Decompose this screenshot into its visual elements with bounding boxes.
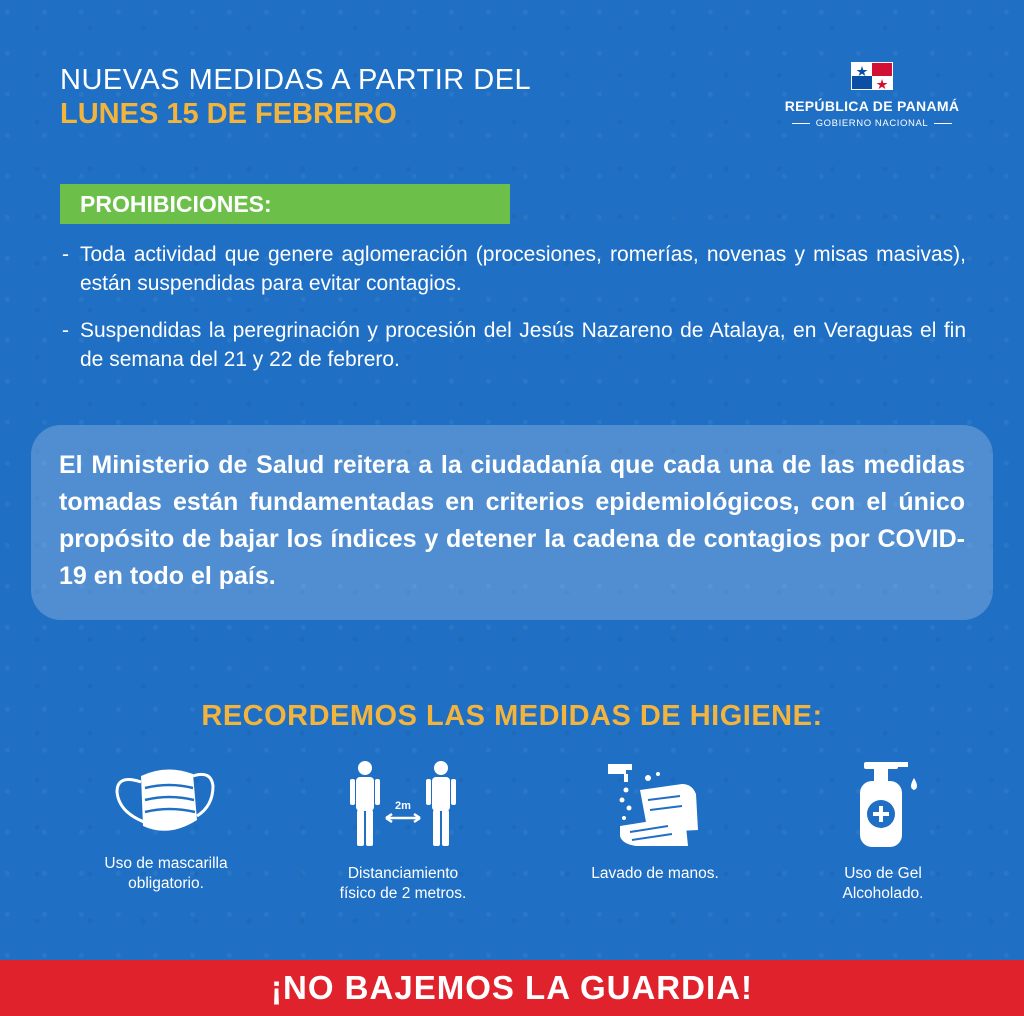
hygiene-label-line2: Alcoholado.: [842, 885, 924, 902]
sanitizer-icon: [828, 760, 938, 850]
hygiene-label-line1: Uso de Gel: [844, 865, 922, 882]
prohibition-text: Suspendidas la peregrinación y procesión del Jesús Nazareno de Atalaya, en Veraguas el fin de semana del 21 y 22 de febrero.: [80, 319, 966, 371]
hygiene-label-line2: físico de 2 metros.: [339, 885, 467, 902]
dash-marker: -: [62, 319, 69, 342]
ministry-notice-text: El Ministerio de Salud reitera a la ciudadanía que cada una de las medidas tomadas están fundamentadas en criterios epidemiológicos, con el único propósito de bajar los índices y detener la cadena de contagios por COVID-19 en todo el país.: [59, 451, 965, 590]
prohibitions-heading: PROHIBICIONES:: [60, 184, 510, 224]
footer-banner: ¡NO BAJEMOS LA GUARDIA!: [0, 960, 1024, 1016]
distance-badge: 2m: [395, 800, 411, 812]
prohibition-text: Toda actividad que genere aglomeración (procesiones, romerías, novenas y misas masivas), están suspendidas para evitar contagios.: [80, 243, 966, 295]
hygiene-item-sanitizer: [768, 760, 998, 904]
prohibition-item: [60, 316, 966, 374]
dash-marker: -: [62, 243, 69, 266]
hygiene-label-line1: Lavado de manos.: [591, 865, 719, 882]
hygiene-label: [288, 864, 518, 904]
hygiene-label-line2: obligatorio.: [128, 875, 204, 892]
government-subtitle: GOBIERNO NACIONAL: [815, 118, 929, 129]
hygiene-label: [768, 864, 998, 904]
prohibition-item: [60, 240, 966, 298]
hygiene-item-mask: [51, 760, 281, 894]
hygiene-label: [540, 864, 770, 884]
hygiene-label: [51, 854, 281, 894]
header-title: NUEVAS MEDIDAS A PARTIR DEL: [60, 64, 532, 96]
face-mask-icon: [111, 760, 221, 840]
hygiene-label-line1: Uso de mascarilla: [104, 855, 228, 872]
hygiene-item-handwash: [540, 760, 770, 884]
distance-icon: [348, 760, 458, 850]
header-date: LUNES 15 DE FEBRERO: [60, 98, 397, 130]
hygiene-label-line1: Distanciamiento: [347, 865, 459, 882]
hygiene-item-distance: [288, 760, 518, 904]
hand-washing-icon: [600, 760, 710, 850]
ministry-notice-box: [31, 425, 993, 620]
hygiene-title: RECORDEMOS LAS MEDIDAS DE HIGIENE:: [201, 700, 823, 732]
government-subtitle-row: [772, 118, 972, 129]
government-logo: [772, 62, 972, 129]
prohibitions-list: [60, 240, 966, 392]
government-title: REPÚBLICA DE PANAMÁ: [784, 98, 960, 114]
panama-flag-icon: [851, 62, 893, 90]
